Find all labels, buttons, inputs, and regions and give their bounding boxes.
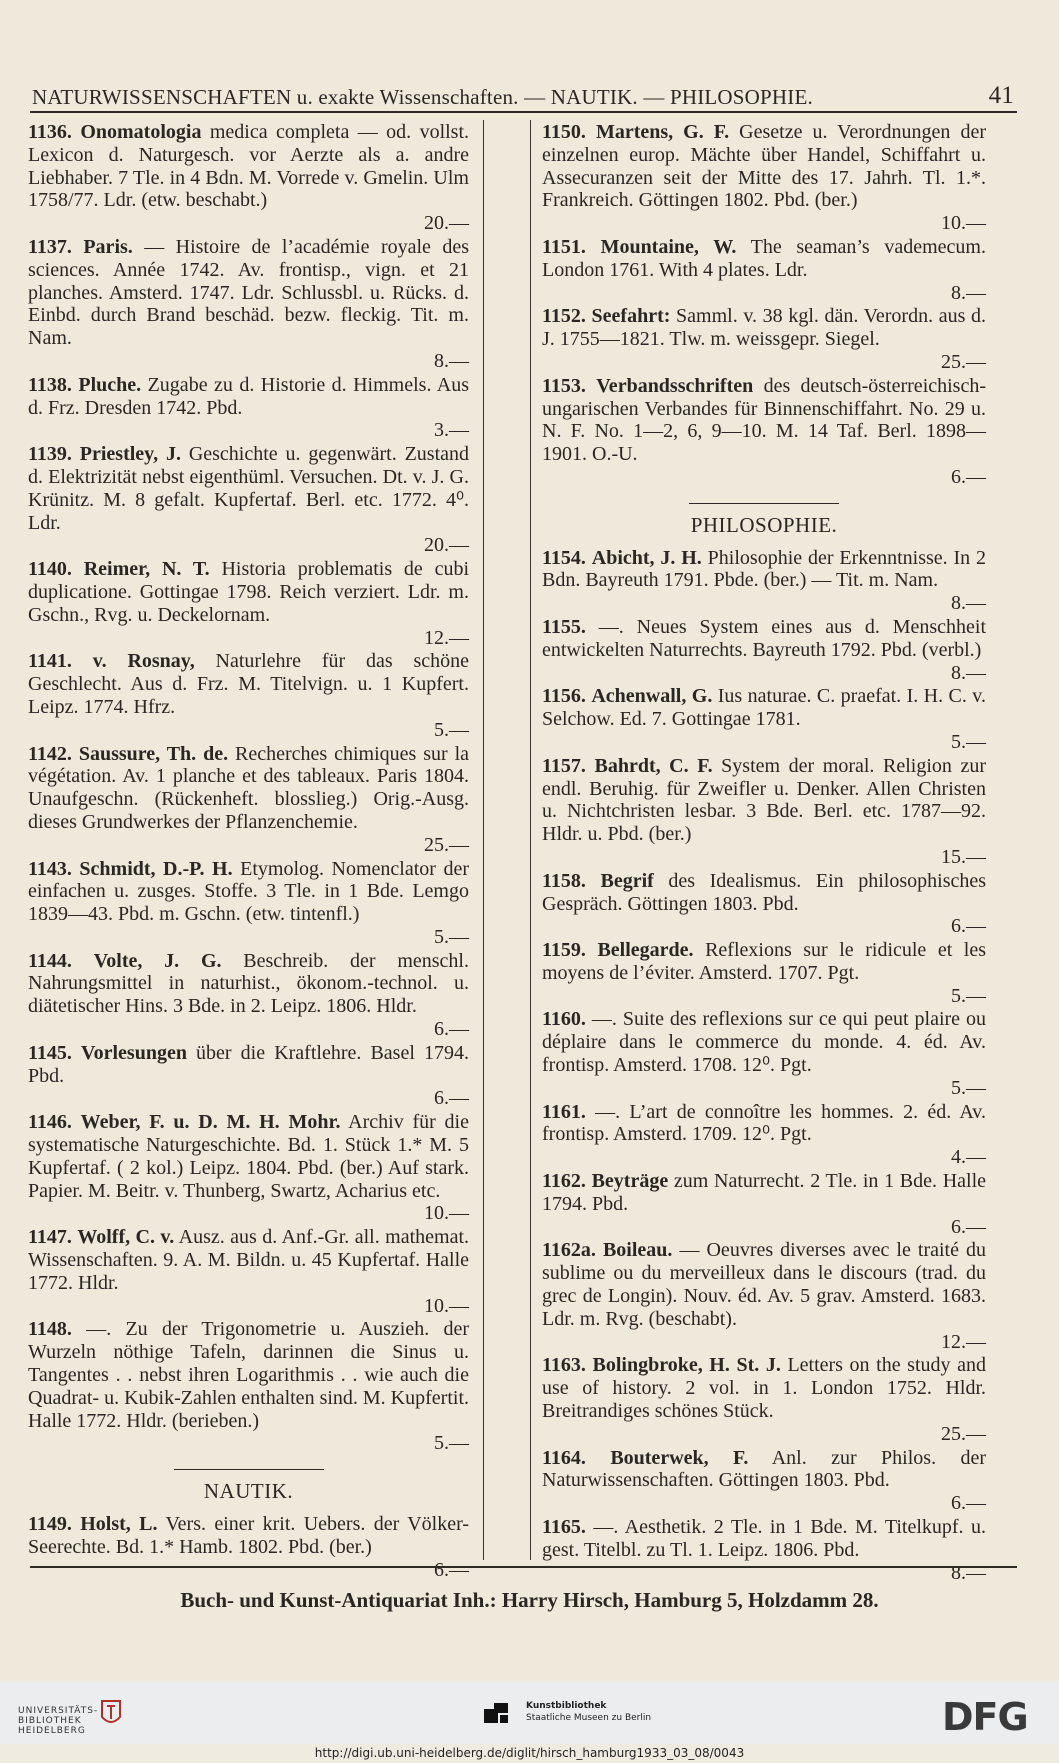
entry-description: Beschreib. der menschl. Nahrungsmittel in naturhist., ökonom.-technol. u. diätetischer Hins. 3 Bde. in 2. Leipz. 1806. Hldr.: [28, 949, 469, 1018]
left-entries: [28, 121, 469, 1455]
entry-price: 12.—: [941, 1330, 986, 1353]
entry-author: Beyträge: [591, 1170, 669, 1193]
university-line: UNIVERSITÄTS-: [18, 1706, 99, 1716]
entry-price: 5.—: [951, 730, 986, 753]
entry-number: 1151.: [542, 235, 586, 258]
entry-author: Bahrdt, C. F.: [594, 754, 713, 777]
catalog-entry: [28, 1042, 469, 1110]
kunst-subtitle: Staatliche Museen zu Berlin: [526, 1713, 652, 1723]
left-column-rule: [483, 120, 484, 1560]
entry-description: Recherches chimiques sur la végétation. Av. 1 planche et des tableaux. Paris 1804. Unaufgeschn. (Rückenheft. blosslieg.) Orig.-Ausg. dieses Grundwerkes der Pflanzenchemie.: [28, 742, 470, 833]
entry-price: 6.—: [951, 1215, 986, 1238]
entry-price: 6.—: [434, 1558, 469, 1581]
catalog-entry: [542, 939, 986, 1007]
entry-author: Vorlesungen: [81, 1041, 187, 1064]
entry-author: Martens, G. F.: [595, 121, 730, 143]
nautik-entries: [28, 1513, 469, 1581]
university-line: HEIDELBERG: [18, 1726, 86, 1736]
entry-description: System der moral. Religion zur endl. Beruhig. für Zweifler u. Denker. Allen Christen u. Nichtchristen lesbar. 3 Bde. Berl. etc. 1787—92. Hldr. u. Pbd. (ber.): [542, 754, 986, 846]
entry-description: Zugabe zu d. Historie d. Himmels. Aus d. Frz. Dresden 1742. Pbd.: [28, 373, 470, 419]
catalog-entry: [28, 950, 469, 1041]
entry-price: 6.—: [951, 465, 986, 488]
entry-price: 10.—: [941, 212, 986, 235]
entry-number: 1153.: [542, 374, 586, 397]
entry-number: 1145.: [28, 1041, 72, 1064]
university-library-logo-text: [18, 1706, 98, 1736]
entry-number: 1141.: [28, 650, 72, 673]
philosophie-entries: [542, 547, 986, 1585]
entry-number: 1161.: [542, 1100, 586, 1123]
right-entries: [542, 121, 986, 489]
entry-price: 6.—: [434, 1087, 469, 1110]
entry-description: Naturlehre für das schöne Geschlecht. Aus d. Frz. M. Titelvign. u. 1 Kupfert. Leipz. 1774. Hfrz.: [28, 650, 470, 718]
entry-number: 1144.: [28, 949, 72, 972]
section-divider: [689, 503, 839, 504]
entry-number: 1152.: [542, 305, 586, 328]
catalog-entry: [542, 1516, 986, 1584]
entry-description: Letters on the study and use of history. 2 vol. in 1. London 1752. Hldr. Breitrandiges schönes Stück.: [542, 1354, 986, 1423]
catalog-entry: [28, 121, 469, 235]
entry-price: 8.—: [434, 349, 469, 372]
right-column: [542, 121, 986, 1585]
publisher-footer: Buch- und Kunst-Antiquariat Inh.: Harry Hirsch, Hamburg 5, Holzdamm 28.: [180, 1588, 879, 1612]
entry-price: 25.—: [941, 1422, 986, 1445]
entry-description: Gesetze u. Verordnungen der einzelnen europ. Mächte über Handel, Schiffahrt u. Assecuranzen seit der Mitte des 17. Jahrh. Tl. 1.*. Frankreich. Göttingen 1802. Pbd. (ber.): [542, 121, 986, 212]
entry-description: Ausz. aus d. Anf.-Gr. all. mathemat. Wissenschaften. 9. A. M. Bildn. u. 45 Kupfertaf. Halle 1772. Hldr.: [28, 1226, 469, 1294]
entry-description: The seaman’s vademecum. London 1761. With 4 plates. Ldr.: [542, 235, 986, 281]
entry-price: 5.—: [434, 925, 469, 948]
entry-author: Holst, L.: [80, 1513, 158, 1536]
entry-price: 5.—: [951, 984, 986, 1007]
entry-author: Saussure, Th. de.: [78, 742, 229, 765]
entry-number: 1142.: [28, 742, 72, 765]
entry-author: Wolff, C. v.: [77, 1226, 175, 1249]
left-column: [28, 121, 469, 1582]
catalog-entry: [542, 616, 986, 684]
entry-number: 1159.: [542, 939, 586, 962]
entry-author: Bouterwek, F.: [610, 1446, 749, 1469]
entry-description: des deutsch-österreichisch-ungarischen Verbandes für Binnenschiffahrt. No. 29 u. N. F. No. 1—2, 6, 9—10. M. 14 Taf. Berl. 1898—1901. O.-U.: [542, 374, 986, 466]
entry-description: medica completa — od. vollst. Lexicon d. Naturgesch. vor Aerzte als a. andre Liebhaber. 7 Tle. in 4 Bdn. M. Vorrede v. Gmelin. Ulm 1758/77. Ldr. (etw. beschabt.): [28, 121, 470, 212]
entry-author: Paris.: [83, 235, 133, 258]
entry-description: des Idealismus. Ein philosophisches Gespräch. Göttingen 1803. Pbd.: [542, 869, 987, 915]
entry-number: 1148.: [28, 1318, 72, 1341]
entry-number: 1139.: [28, 443, 72, 466]
catalog-entry: [28, 1226, 469, 1317]
entry-description: —. Aesthetik. 2 Tle. in 1 Bde. M. Titelkupf. u. gest. Titelbl. zu Tl. 1. Leipz. 1806. Pbd.: [542, 1516, 986, 1561]
header-title: NATURWISSENSCHAFTEN u. exakte Wissenschaften. — NAUTIK. — PHILOSOPHIE.: [32, 85, 813, 109]
section-divider: [174, 1469, 324, 1470]
entry-author: Reimer, N. T.: [83, 558, 210, 581]
entry-description: —. L’art de connoître les hommes. 2. éd. Av. frontisp. Amsterd. 1709. 12⁰. Pgt.: [542, 1100, 987, 1146]
entry-price: 4.—: [951, 1146, 986, 1169]
entry-number: 1140.: [28, 558, 72, 581]
catalog-entry: [542, 1101, 986, 1169]
entry-number: 1137.: [28, 235, 72, 258]
footer-rule: [30, 1566, 1017, 1568]
entry-author: Verbandsschriften: [596, 374, 754, 397]
entry-author: v. Rosnay,: [92, 650, 195, 673]
entry-price: 20.—: [424, 534, 469, 557]
entry-number: 1162.: [542, 1170, 586, 1193]
catalog-entry: [542, 1354, 986, 1445]
catalog-entry: [542, 1447, 986, 1515]
catalog-entry: [28, 558, 469, 649]
entry-description: — Histoire de l’académie royale des sciences. Année 1742. Av. frontisp., vign. et 21 planches. Amsterd. 1747. Ldr. Schlussbl. u. Rücks. d. Einbd. durch Brand beschäd. bezw. fleckig. Tit. m. Nam.: [28, 235, 470, 350]
entry-number: 1150.: [542, 121, 586, 143]
entry-number: 1143.: [28, 857, 72, 880]
entry-number: 1163.: [542, 1354, 586, 1377]
page-header: [32, 70, 1014, 110]
section-title-nautik: NAUTIK.: [203, 1479, 294, 1504]
catalog-entry: [542, 305, 986, 373]
entry-price: 8.—: [951, 1561, 986, 1584]
entry-author: Onomatologia: [80, 121, 202, 143]
entry-price: 3.—: [434, 419, 469, 442]
entry-description: Philosophie der Erkenntnisse. In 2 Bdn. Bayreuth 1791. Pbde. (ber.) — Tit. m. Nam.: [542, 546, 987, 592]
entry-author: Bellegarde.: [597, 939, 694, 962]
entry-number: 1146.: [28, 1111, 72, 1134]
entry-number: 1158.: [542, 869, 586, 892]
section-title-philosophie: PHILOSOPHIE.: [690, 512, 838, 537]
catalog-entry: [28, 374, 469, 442]
entry-author: Schmidt, D.-P. H.: [79, 857, 233, 880]
entry-description: Geschichte u. gegenwärt. Zustand d. Elektrizität nebst eigenthüml. Versuchen. Dt. v. J. G. Krünitz. M. 8 gefalt. Kupfertaf. Berl. etc. 1772. 4⁰. Ldr.: [28, 443, 470, 534]
catalog-entry: [542, 547, 986, 615]
entry-description: —. Neues System eines aus d. Menschheit entwickelten Naturrechts. Bayreuth 1792. Pbd. (verbl.): [542, 615, 987, 661]
university-line: BIBLIOTHEK: [18, 1716, 82, 1726]
entry-price: 5.—: [434, 1432, 469, 1455]
entry-price: 8.—: [951, 281, 986, 304]
entry-number: 1165.: [542, 1516, 586, 1539]
entry-price: 10.—: [424, 1294, 469, 1317]
entry-description: zum Naturrecht. 2 Tle. in 1 Bde. Halle 1794. Pbd.: [542, 1170, 987, 1215]
entry-author: Volte, J. G.: [93, 949, 222, 972]
catalog-entry: [542, 685, 986, 753]
catalog-entry: [542, 121, 986, 235]
catalog-entry: [28, 1318, 469, 1455]
entry-price: 8.—: [951, 592, 986, 615]
entry-description: —. Zu der Trigonometrie u. Auszieh. der Wurzeln nöthige Tafeln, darinnen die Sinus u. Tangentes . . nebst ihren Logarithmis . . wie auch die Quadrat- u. Kubik-Zahlen enthalten sind. M. Kupfertit. Halle 1772. Hldr. (berieben.): [28, 1318, 469, 1432]
entry-description: Reflexions sur le ridicule et les moyens de l’éviter. Amsterd. 1707. Pgt.: [542, 939, 987, 984]
entry-price: 5.—: [434, 718, 469, 741]
kunst-title: Kunstbibliothek: [526, 1701, 607, 1711]
entry-number: 1149.: [28, 1513, 72, 1536]
entry-description: — Oeuvres diverses avec le traité du sublime ou du merveilleux dans le discours (trad. du grec de Longin). Nouv. éd. Av. 5 grav. Amsterd. 1683. Ldr. m. Rvg. (beschabt).: [542, 1239, 987, 1330]
entry-author: Boileau.: [602, 1239, 673, 1262]
entry-description: über die Kraftlehre. Basel 1794. Pbd.: [28, 1041, 469, 1087]
catalog-entry: [28, 1513, 469, 1581]
catalog-entry: [28, 858, 469, 949]
catalog-entry: [542, 236, 986, 304]
entry-price: 6.—: [951, 1492, 986, 1515]
entry-description: Archiv für die systematische Naturgeschichte. Bd. 1. Stück 1.* M. 5 Kupfertaf. ( 2 kol.) Leipz. 1804. Pbd. (ber.) Auf stark. Papier. M. Beitr. v. Thunberg, Swartz, Acharius etc.: [28, 1111, 469, 1202]
entry-number: 1155.: [542, 615, 586, 638]
right-column-rule: [530, 120, 531, 1560]
university-seal-icon: [98, 1697, 124, 1729]
entry-price: 8.—: [951, 661, 986, 684]
entry-price: 6.—: [951, 915, 986, 938]
entry-price: 6.—: [434, 1018, 469, 1041]
entry-description: Historia problematis de cubi duplicatione. Gottingae 1798. Reich verziert. Ldr. m. Gschn., Rvg. u. Deckelornam.: [28, 558, 470, 626]
kunstbibliothek-logo-icon: [484, 1703, 512, 1727]
entry-description: Ius naturae. C. praefat. I. H. C. v. Selchow. Ed. 7. Gottingae 1781.: [542, 685, 987, 731]
entry-author: Mountaine, W.: [600, 235, 737, 258]
entry-number: 1154.: [542, 546, 586, 569]
entry-description: Vers. einer krit. Uebers. der Völker-Seerechte. Bd. 1.* Hamb. 1802. Pbd. (ber.): [28, 1513, 470, 1558]
entry-price: 20.—: [424, 212, 469, 235]
entry-price: 5.—: [951, 1076, 986, 1099]
entry-author: Bolingbroke, H. St. J.: [592, 1354, 781, 1377]
catalog-entry: [28, 650, 469, 741]
catalog-entry: [542, 1170, 986, 1238]
kunstbibliothek-credit: [526, 1700, 651, 1724]
entry-number: 1162a.: [542, 1239, 596, 1262]
catalog-entry: [28, 443, 469, 557]
entry-author: Weber, F. u. D. M. H. Mohr.: [80, 1111, 341, 1134]
entry-description: Samml. v. 38 kgl. dän. Verordn. aus d. J. 1755—1821. Tlw. m. weissgepr. Siegel.: [542, 305, 987, 351]
catalog-entry: [542, 870, 986, 938]
catalog-entry: [542, 755, 986, 869]
entry-author: Achenwall, G.: [591, 685, 713, 708]
entry-number: 1157.: [542, 754, 586, 777]
entry-number: 1156.: [542, 685, 586, 708]
entry-description: Anl. zur Philos. der Naturwissenschaften. Göttingen 1803. Pbd.: [542, 1446, 987, 1492]
page-number: 41: [988, 82, 1014, 109]
entry-author: Abicht, J. H.: [591, 546, 702, 569]
catalog-entry: [28, 1111, 469, 1225]
entry-price: 15.—: [941, 845, 986, 868]
entry-number: 1147.: [28, 1226, 72, 1249]
entry-number: 1160.: [542, 1008, 586, 1031]
catalog-entry: [542, 1008, 986, 1099]
entry-author: Pluche.: [78, 373, 142, 396]
dfg-logo: DFG: [942, 1695, 1028, 1739]
entry-number: 1136.: [28, 121, 72, 143]
catalog-entry: [542, 375, 986, 489]
entry-author: Seefahrt:: [591, 305, 671, 328]
entry-price: 25.—: [424, 833, 469, 856]
entry-price: 12.—: [424, 626, 469, 649]
entry-author: Begrif: [600, 869, 654, 892]
entry-number: 1138.: [28, 373, 72, 396]
entry-number: 1164.: [542, 1446, 586, 1469]
entry-price: 10.—: [424, 1202, 469, 1225]
entry-description: Etymolog. Nomenclator der einfachen u. zusges. Stoffe. 3 Tle. in 1 Bde. Lemgo 1839—43. Pbd. m. Gschn. (etw. tintenfl.): [28, 857, 469, 926]
catalog-entry: [28, 743, 469, 857]
catalog-entry: [542, 1239, 986, 1353]
entry-author: Priestley, J.: [79, 443, 181, 466]
entry-price: 25.—: [941, 350, 986, 373]
header-rule: [30, 111, 1017, 113]
entry-description: —. Suite des reflexions sur ce qui peut plaire ou déplaire dans le commerce du monde. 4. éd. Av. frontisp. Amsterd. 1708. 12⁰. Pgt.: [542, 1008, 986, 1077]
catalog-entry: [28, 236, 469, 373]
source-url[interactable]: http://digi.ub.uni-heidelberg.de/diglit/hirsch_hamburg1933_03_08/0043: [314, 1746, 745, 1760]
